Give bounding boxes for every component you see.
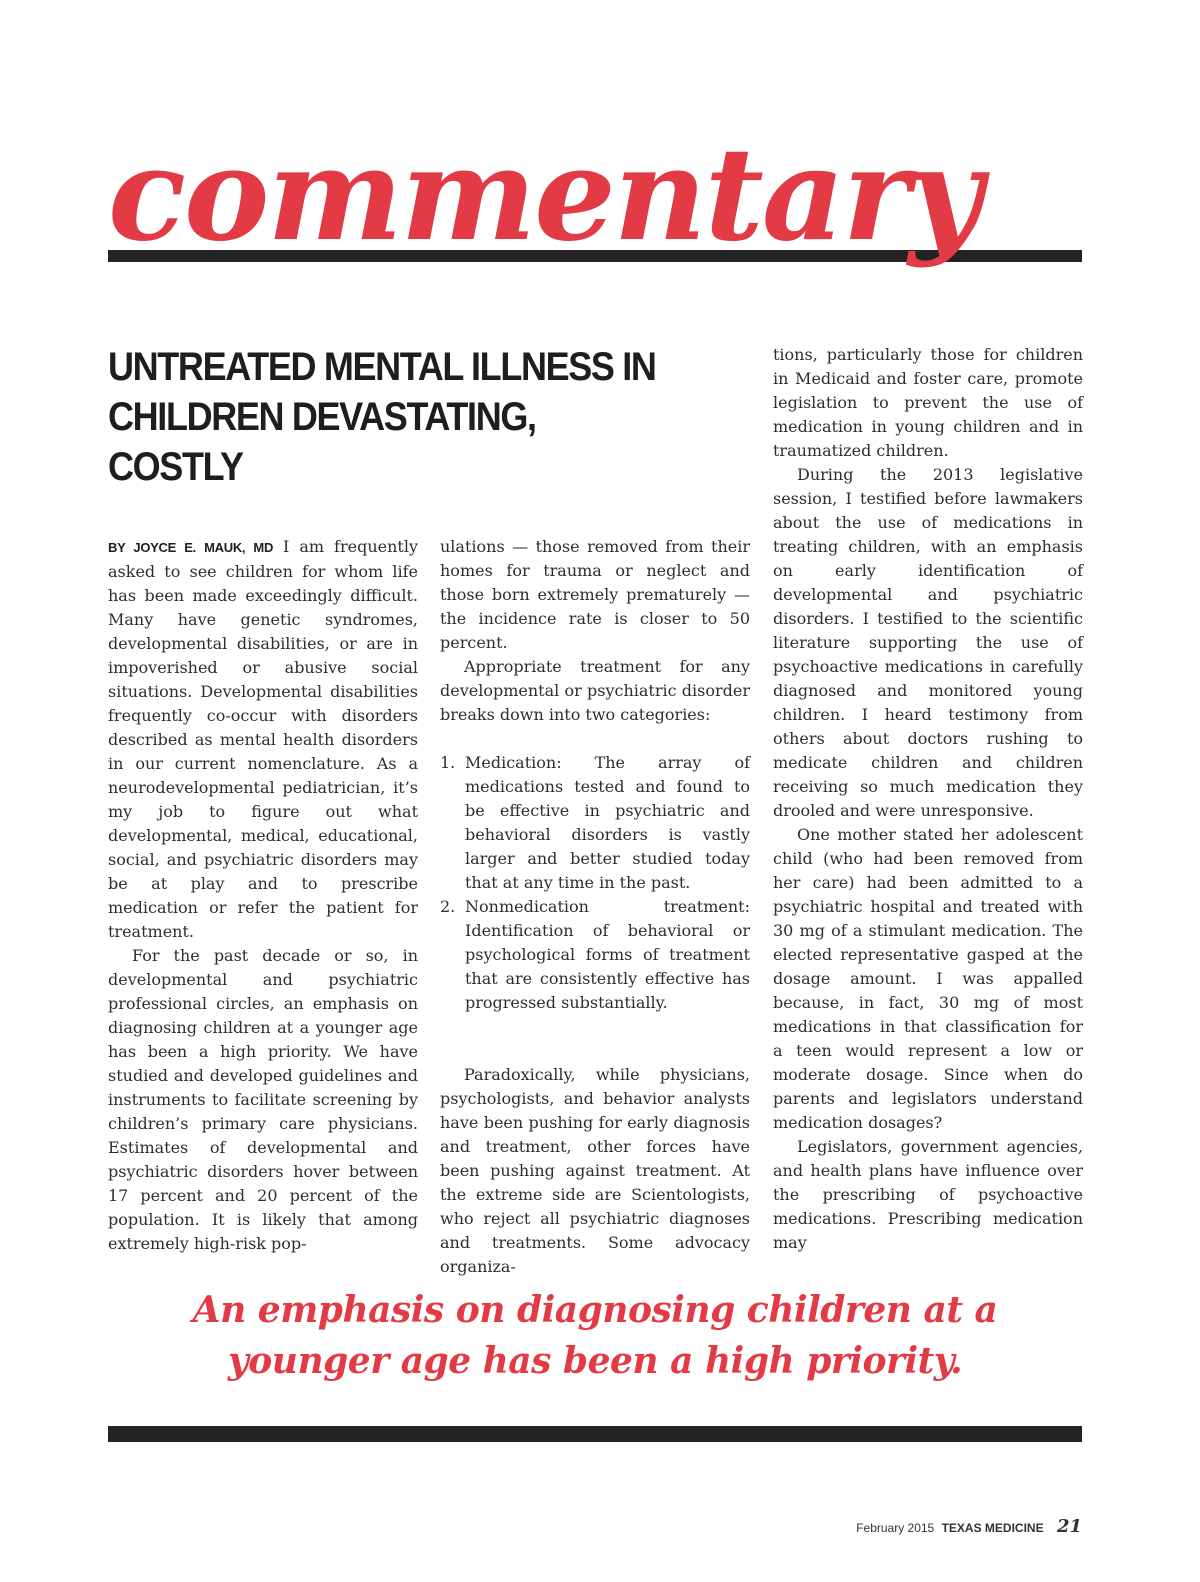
pull-quote	[108, 1285, 1082, 1387]
list-number: 2.	[440, 897, 456, 916]
numbered-list	[440, 751, 750, 1015]
issue-date: February 2015	[856, 1521, 935, 1535]
byline: BY JOYCE E. MAUK, MD	[108, 540, 274, 555]
paragraph: During the 2013 legislative session, I testified before lawmakers about the use of medications in treating children, with an emphasis on early identification of developmental and psychiatric disorders. I testified to the scientific literature supporting the use of psychoactive medications in carefully diagnosed and monitored young children. I heard testimony from others about doctors rushing to medicate children and children receiving so much medication they drooled and were unresponsive.	[773, 465, 1083, 820]
headline-line-2: CHILDREN DEVASTATING, COSTLY	[108, 395, 536, 489]
spacer	[440, 727, 750, 751]
article-column-2	[440, 535, 750, 1279]
paragraph: One mother stated her adolescent child (who had been removed from her care) had been admitted to a psychiatric hospital and treated with 30 mg of a stimulant medication. The elected representative gasped at the dosage amount. I was appalled because, in fact, 30 mg of most medications in that classification for a teen would represent a low or moderate dosage. Since when do parents and legislators understand medication dosages?	[773, 825, 1083, 1132]
paragraph: For the past decade or so, in developmental and psychiatric professional circles, an emphasis on diagnosing children at a younger age has been a high priority. We have studied and developed guidelines and instruments to facilitate screening by children’s primary care physicians. Estimates of developmental and psychiatric disorders hover between 17 percent and 20 percent of the population. It is likely that among extremely high-risk pop-	[108, 946, 418, 1253]
paragraph-text: I am frequently asked to see children for whom life has been made exceedingly difficult. Many have genetic syndromes, developmental disabilities, or are in impoverished or abusive social situations. Developmental disabilities frequently co-occur with disorders described as mental health disorders in our current nomenclature. As a neurodevelopmental pediatrician, it’s my job to figure out what developmental, medical, educational, social, and psychiatric disorders may be at play and to prescribe medication or refer the patient for treatment.	[108, 537, 418, 941]
paragraph: ulations — those removed from their homes for trauma or neglect and those born extremely prematurely — the incidence rate is closer to 50 percent.	[440, 537, 750, 652]
list-item	[440, 751, 750, 895]
headline-line-1: UNTREATED MENTAL ILLNESS IN	[108, 345, 656, 389]
list-item-text: Nonmedication treatment: Identification of behavioral or psychological forms of treatment that are consistently effective has progressed substantially.	[465, 897, 750, 1012]
magazine-name: TEXAS MEDICINE	[941, 1521, 1044, 1535]
section-title: commentary	[108, 120, 981, 270]
list-item	[440, 895, 750, 1015]
pull-quote-line-1: An emphasis on diagnosing children at a	[192, 1289, 998, 1331]
article-column-3	[773, 343, 1083, 1255]
paragraph: Appropriate treatment for any developmental or psychiatric disorder breaks down into two categories:	[440, 657, 750, 724]
list-number: 1.	[440, 753, 456, 772]
spacer	[440, 1015, 750, 1039]
paragraph: tions, particularly those for children in Medicaid and foster care, promote legislation to prevent the use of medication in young children and in traumatized children.	[773, 345, 1083, 460]
paragraph	[108, 535, 418, 944]
paragraph: Legislators, government agencies, and health plans have influence over the prescribing of psychoactive medications. Prescribing medication may	[773, 1137, 1083, 1252]
article-headline	[108, 342, 666, 492]
spacer	[440, 1039, 750, 1063]
masthead	[108, 120, 1082, 270]
paragraph: Paradoxically, while physicians, psychologists, and behavior analysts have been pushing for early diagnosis and treatment, other forces have been pushing against treatment. At the extreme side are Scientologists, who reject all psychiatric diagnoses and treatments. Some advocacy organiza-	[440, 1065, 750, 1276]
list-item-text: Medication: The array of medications tested and found to be effective in psychiatric and behavioral disorders is vastly larger and better studied today that at any time in the past.	[465, 753, 750, 892]
bottom-rule	[108, 1426, 1082, 1442]
article-column-1	[108, 535, 418, 1256]
page-footer	[856, 1516, 1082, 1537]
pull-quote-line-2: younger age has been a high priority.	[227, 1340, 963, 1382]
page-number: 21	[1056, 1516, 1082, 1537]
